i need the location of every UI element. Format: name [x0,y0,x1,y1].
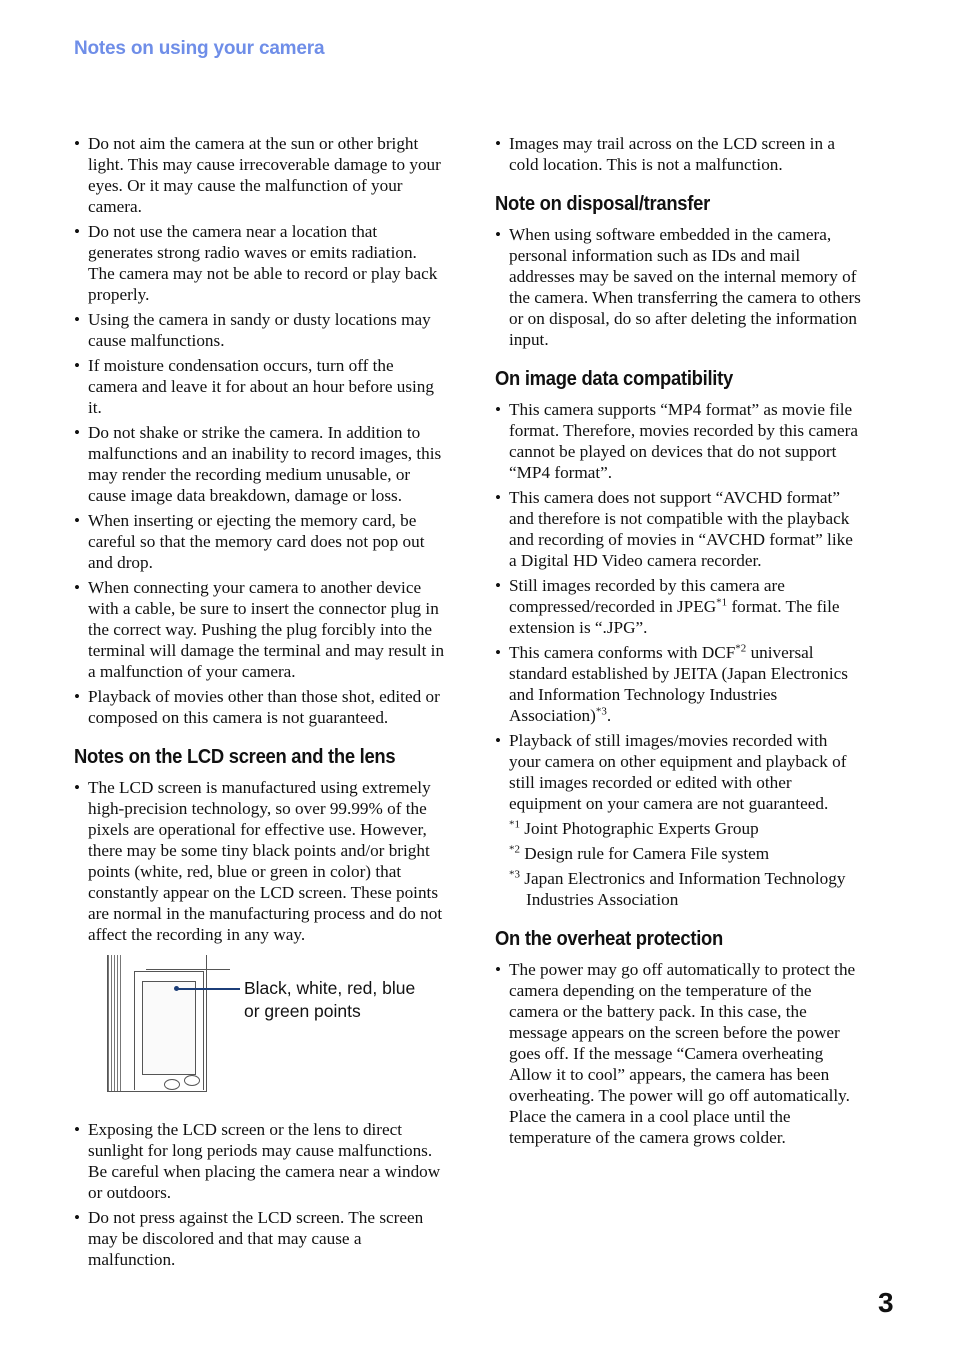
list-item: • The LCD screen is manufactured using extremely high-precision technology, so over 99.99% of the pixels are operational for effective use. However, there may be some tiny black points and/or bright points (white, red, blue or green in color) that constantly appear on the LCD screen. These points are normal in the manufacturing process and do not affect the recording in any way. [74,777,446,945]
disposal-heading: Note on disposal/transfer [495,193,710,215]
footnote-text: Joint Photographic Experts Group [520,819,759,838]
lcd-figure [74,955,446,1105]
list-item: • Do not use the camera near a location that generates strong radio waves or emits radiation. The camera may not be able to record or play back properly. [74,221,446,305]
lcd-bullet-list [74,777,446,945]
jpeg-text: Still images recorded by this camera are compressed/recorded in JPEG [509,576,785,616]
footnote-list [509,818,863,910]
footnote-mark: *3 [509,868,520,881]
list-item: • Exposing the LCD screen or the lens to direct sunlight for long periods may cause malfunctions. Be careful when placing the camera near a window or outdoors. [74,1119,446,1203]
list-item [495,642,863,726]
overheat-bullet-list [495,959,863,1148]
footnote-mark: *2 [509,843,520,856]
left-column [74,133,446,1274]
list-item: • Images may trail across on the LCD screen in a cold location. This is not a malfunction. [495,133,863,175]
disposal-bullet-list [495,224,863,350]
page-number: 3 [878,1287,894,1318]
compat-heading: On image data compatibility [495,368,733,390]
footnote-ref: *3 [595,705,607,718]
figure-callout: Black, white, red, blue or green points [244,978,416,1021]
camera-lcd-screen [142,981,196,1075]
camera-illustration [107,955,207,1092]
list-item: • When using software embedded in the camera, personal information such as IDs and mail addresses may be saved on the internal memory of the camera. When transferring the camera to others or on disposal, do so after deleting the information input. [495,224,863,350]
callout-line [178,988,240,990]
footnote-text: Design rule for Camera File system [520,844,770,863]
footnote-mark: *1 [509,818,520,831]
list-item: • When connecting your camera to another device with a cable, be sure to insert the connector plug in the correct way. Pushing the plug forcibly into the terminal will damage the terminal and may result in a malfunction of your camera. [74,577,446,682]
list-item: • Do not press against the LCD screen. The screen may be discolored and that may cause a malfunction. [74,1207,446,1270]
compat-bullet-list [495,399,863,814]
list-item: • This camera does not support “AVCHD format” and therefore is not compatible with the playback and recording of movies in “AVCHD format” like a Digital HD Video camera recorder. [495,487,863,571]
page-header: Notes on using your camera [74,38,325,59]
list-item: • Playback of still images/movies recorded with your camera on other equipment and playback of still images recorded or edited with other equipment on your camera are not guaranteed. [495,730,863,814]
footnote [509,868,863,910]
camera-button [184,1075,200,1086]
list-item: • Do not aim the camera at the sun or other bright light. This may cause irrecoverable damage to your eyes. Or it may cause the malfunction of your camera. [74,133,446,217]
jpeg-text-after: format. The file extension is “.JPG”. [509,597,840,637]
list-item: • Using the camera in sandy or dusty locations may cause malfunctions. [74,309,446,351]
list-item [495,575,863,638]
dcf-text: This camera conforms with DCF [509,643,736,662]
lcd-heading: Notes on the LCD screen and the lens [74,746,396,768]
list-item: • Do not shake or strike the camera. In addition to malfunctions and an inability to record images, this may render the recording medium unusable, or cause image data breakdown, damage or loss. [74,422,446,506]
list-item: • When inserting or ejecting the memory card, be careful so that the memory card does not pop out and drop. [74,510,446,573]
camera-side-shading [108,955,122,1091]
dcf-text-after: . [606,706,612,725]
list-item: • If moisture condensation occurs, turn off the camera and leave it for about an hour before using it. [74,355,446,418]
camera-button [164,1079,180,1090]
footnote-text: Japan Electronics and Information Technology Industries Association [520,869,846,909]
camera-top-edge [146,955,230,970]
left-bullet-list [74,133,446,728]
right-bullet-list [495,133,863,175]
right-column [495,133,863,1152]
footnote-ref: *1 [716,596,728,609]
footnote-ref: *2 [735,642,747,655]
lcd-bullet-list-continued [74,1119,446,1270]
list-item: • This camera supports “MP4 format” as movie file format. Therefore, movies recorded by this camera cannot be played on devices that do not support “MP4 format”. [495,399,863,483]
overheat-heading: On the overheat protection [495,928,723,950]
footnote [509,818,863,839]
footnote [509,843,863,864]
list-item: • The power may go off automatically to protect the camera depending on the temperature of the camera or the battery pack. In this case, the message appears on the screen before the power goes off. If the message “Camera overheating Allow it to cool” appears, the camera has been overheating. The power will go off automatically. Place the camera in a cool place until the temperature of the camera grows colder. [495,959,863,1148]
dcf-text-middle: universal standard established by JEITA (Japan Electronics and Information Technology Industries Association) [509,643,848,725]
list-item: • Playback of movies other than those shot, edited or composed on this camera is not guaranteed. [74,686,446,728]
